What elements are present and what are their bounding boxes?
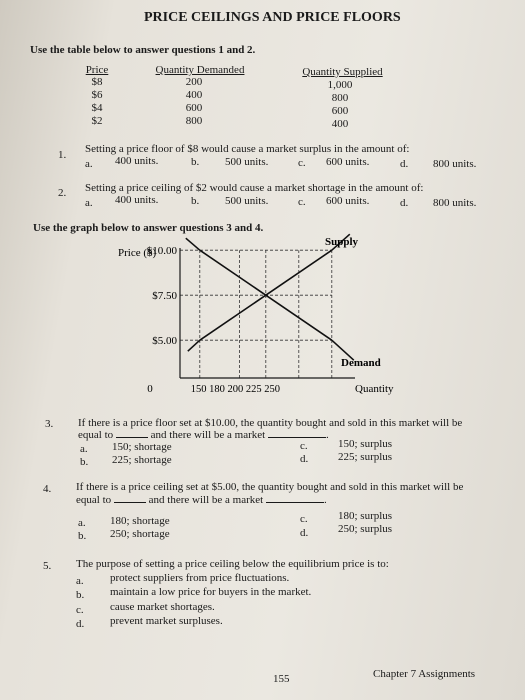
graph-intro: Use the graph below to answer questions 3 and 4.	[33, 222, 264, 234]
q3-market: and there will be a market	[150, 429, 266, 441]
q2-option-d-letter: d.	[400, 197, 409, 209]
page-title: PRICE CEILINGS AND PRICE FLOORS	[144, 10, 401, 25]
q4-option-c-letter: c.	[300, 513, 308, 525]
page-number: 155	[273, 673, 290, 685]
q4-option-c: 180; surplus	[338, 510, 393, 522]
q1-option-d: 800 units.	[433, 158, 477, 170]
q4-number: 4.	[43, 483, 52, 495]
q4-option-b: 250; shortage	[110, 528, 170, 540]
q1-option-c: 600 units.	[326, 156, 370, 168]
q5-option-d-letter: d.	[76, 618, 85, 630]
q1-option-c-letter: c.	[298, 157, 306, 169]
table-cell: $6	[91, 89, 103, 101]
q5-option-b: maintain a low price for buyers in the market.	[110, 586, 312, 598]
q2-text: Setting a price ceiling of $2 would cause a market shortage in the amount of:	[85, 182, 424, 194]
table-cell: 200	[185, 76, 203, 88]
q1-option-b-letter: b.	[191, 156, 200, 168]
table-cell: $8	[91, 76, 103, 88]
y-tick-label: $10.00	[146, 245, 177, 258]
table-cell: 400	[185, 89, 203, 101]
q4-line1: If there is a price ceiling set at $5.00, the quantity bought and sold in this market will be	[76, 481, 464, 493]
q4-equal-to: equal to	[76, 494, 112, 506]
q3-option-d-letter: d.	[300, 453, 309, 465]
q2-option-c-letter: c.	[298, 196, 306, 208]
q5-option-c-letter: c.	[76, 604, 84, 616]
q4-line2: equal to and there will be a market .	[76, 494, 327, 506]
table-cell: 1,000	[327, 79, 353, 91]
chapter-label: Chapter 7 Assignments	[373, 668, 476, 680]
q5-option-a-letter: a.	[76, 575, 84, 587]
q3-option-c-letter: c.	[300, 440, 308, 452]
q3-option-d: 225; surplus	[338, 451, 393, 463]
q4-market-blank[interactable]	[266, 502, 324, 503]
x-tick-label: 150 180 200 225 250	[190, 384, 281, 395]
q4-option-a-letter: a.	[78, 517, 86, 529]
table-cell: 600	[331, 105, 349, 117]
demand-curve-extension	[186, 238, 200, 250]
y-tick-label: $5.00	[152, 335, 177, 348]
q2-option-b-letter: b.	[191, 195, 200, 207]
q2-option-a-letter: a.	[85, 197, 93, 209]
q3-equal-to: equal to	[78, 429, 114, 441]
q1-text: Setting a price floor of $8 would cause a market surplus in the amount of:	[85, 143, 410, 155]
y-tick-label: $7.50	[152, 290, 177, 303]
q1-option-d-letter: d.	[400, 158, 409, 170]
q5-number: 5.	[43, 560, 52, 572]
table-intro: Use the table below to answer questions 1 and 2.	[30, 44, 256, 56]
q2-option-d: 800 units.	[433, 197, 477, 209]
q3-line1: If there is a price floor set at $10.00, the quantity bought and sold in this market will be	[78, 417, 463, 429]
demand-label: Demand	[341, 357, 381, 369]
q1-option-b: 500 units.	[225, 156, 269, 168]
q3-option-c: 150; surplus	[338, 438, 393, 450]
q3-option-a-letter: a.	[80, 443, 88, 455]
table-cell: $2	[91, 115, 103, 127]
q3-option-a: 150; shortage	[112, 441, 172, 453]
q3-option-b: 225; shortage	[112, 454, 172, 466]
table-cell: 400	[331, 118, 349, 130]
q5-option-d: prevent market surpluses.	[110, 615, 223, 627]
q5-option-c: cause market shortages.	[110, 601, 215, 613]
q4-option-d: 250; surplus	[338, 523, 393, 535]
y-axis-label: Price ($)	[118, 247, 157, 259]
table-header-quantity-demanded: Quantity Demanded	[155, 64, 245, 76]
q1-option-a: 400 units.	[115, 155, 159, 167]
q3-option-b-letter: b.	[80, 456, 89, 468]
q4-option-b-letter: b.	[78, 530, 87, 542]
q3-number: 3.	[45, 418, 54, 430]
q4-option-a: 180; shortage	[110, 515, 170, 527]
q4-quantity-blank[interactable]	[114, 502, 146, 503]
table-header-price: Price	[85, 64, 109, 76]
q5-option-b-letter: b.	[76, 589, 85, 601]
q3-market-blank[interactable]	[268, 437, 326, 438]
table-cell: 800	[331, 92, 349, 104]
q4-option-d-letter: d.	[300, 527, 309, 539]
table-cell: 600	[185, 102, 203, 114]
q4-market: and there will be a market	[148, 494, 264, 506]
q2-option-a: 400 units.	[115, 194, 159, 206]
q5-option-a: protect suppliers from price fluctuations.	[110, 572, 290, 584]
table-cell: $4	[91, 102, 103, 114]
q2-option-c: 600 units.	[326, 195, 370, 207]
origin-label: 0	[147, 383, 153, 395]
supply-curve-extension	[188, 340, 200, 351]
q3-line2: equal to and there will be a market .	[78, 429, 329, 441]
table-header-quantity-supplied: Quantity Supplied	[302, 66, 383, 78]
q2-option-b: 500 units.	[225, 195, 269, 207]
x-axis-label: Quantity	[355, 383, 394, 395]
supply-label: Supply	[325, 236, 359, 248]
q1-option-a-letter: a.	[85, 158, 93, 170]
table-cell: 800	[185, 115, 203, 127]
q5-text: The purpose of setting a price ceiling below the equilibrium price is to:	[76, 558, 389, 570]
q1-number: 1.	[58, 149, 67, 161]
q3-quantity-blank[interactable]	[116, 437, 148, 438]
q2-number: 2.	[58, 187, 67, 199]
